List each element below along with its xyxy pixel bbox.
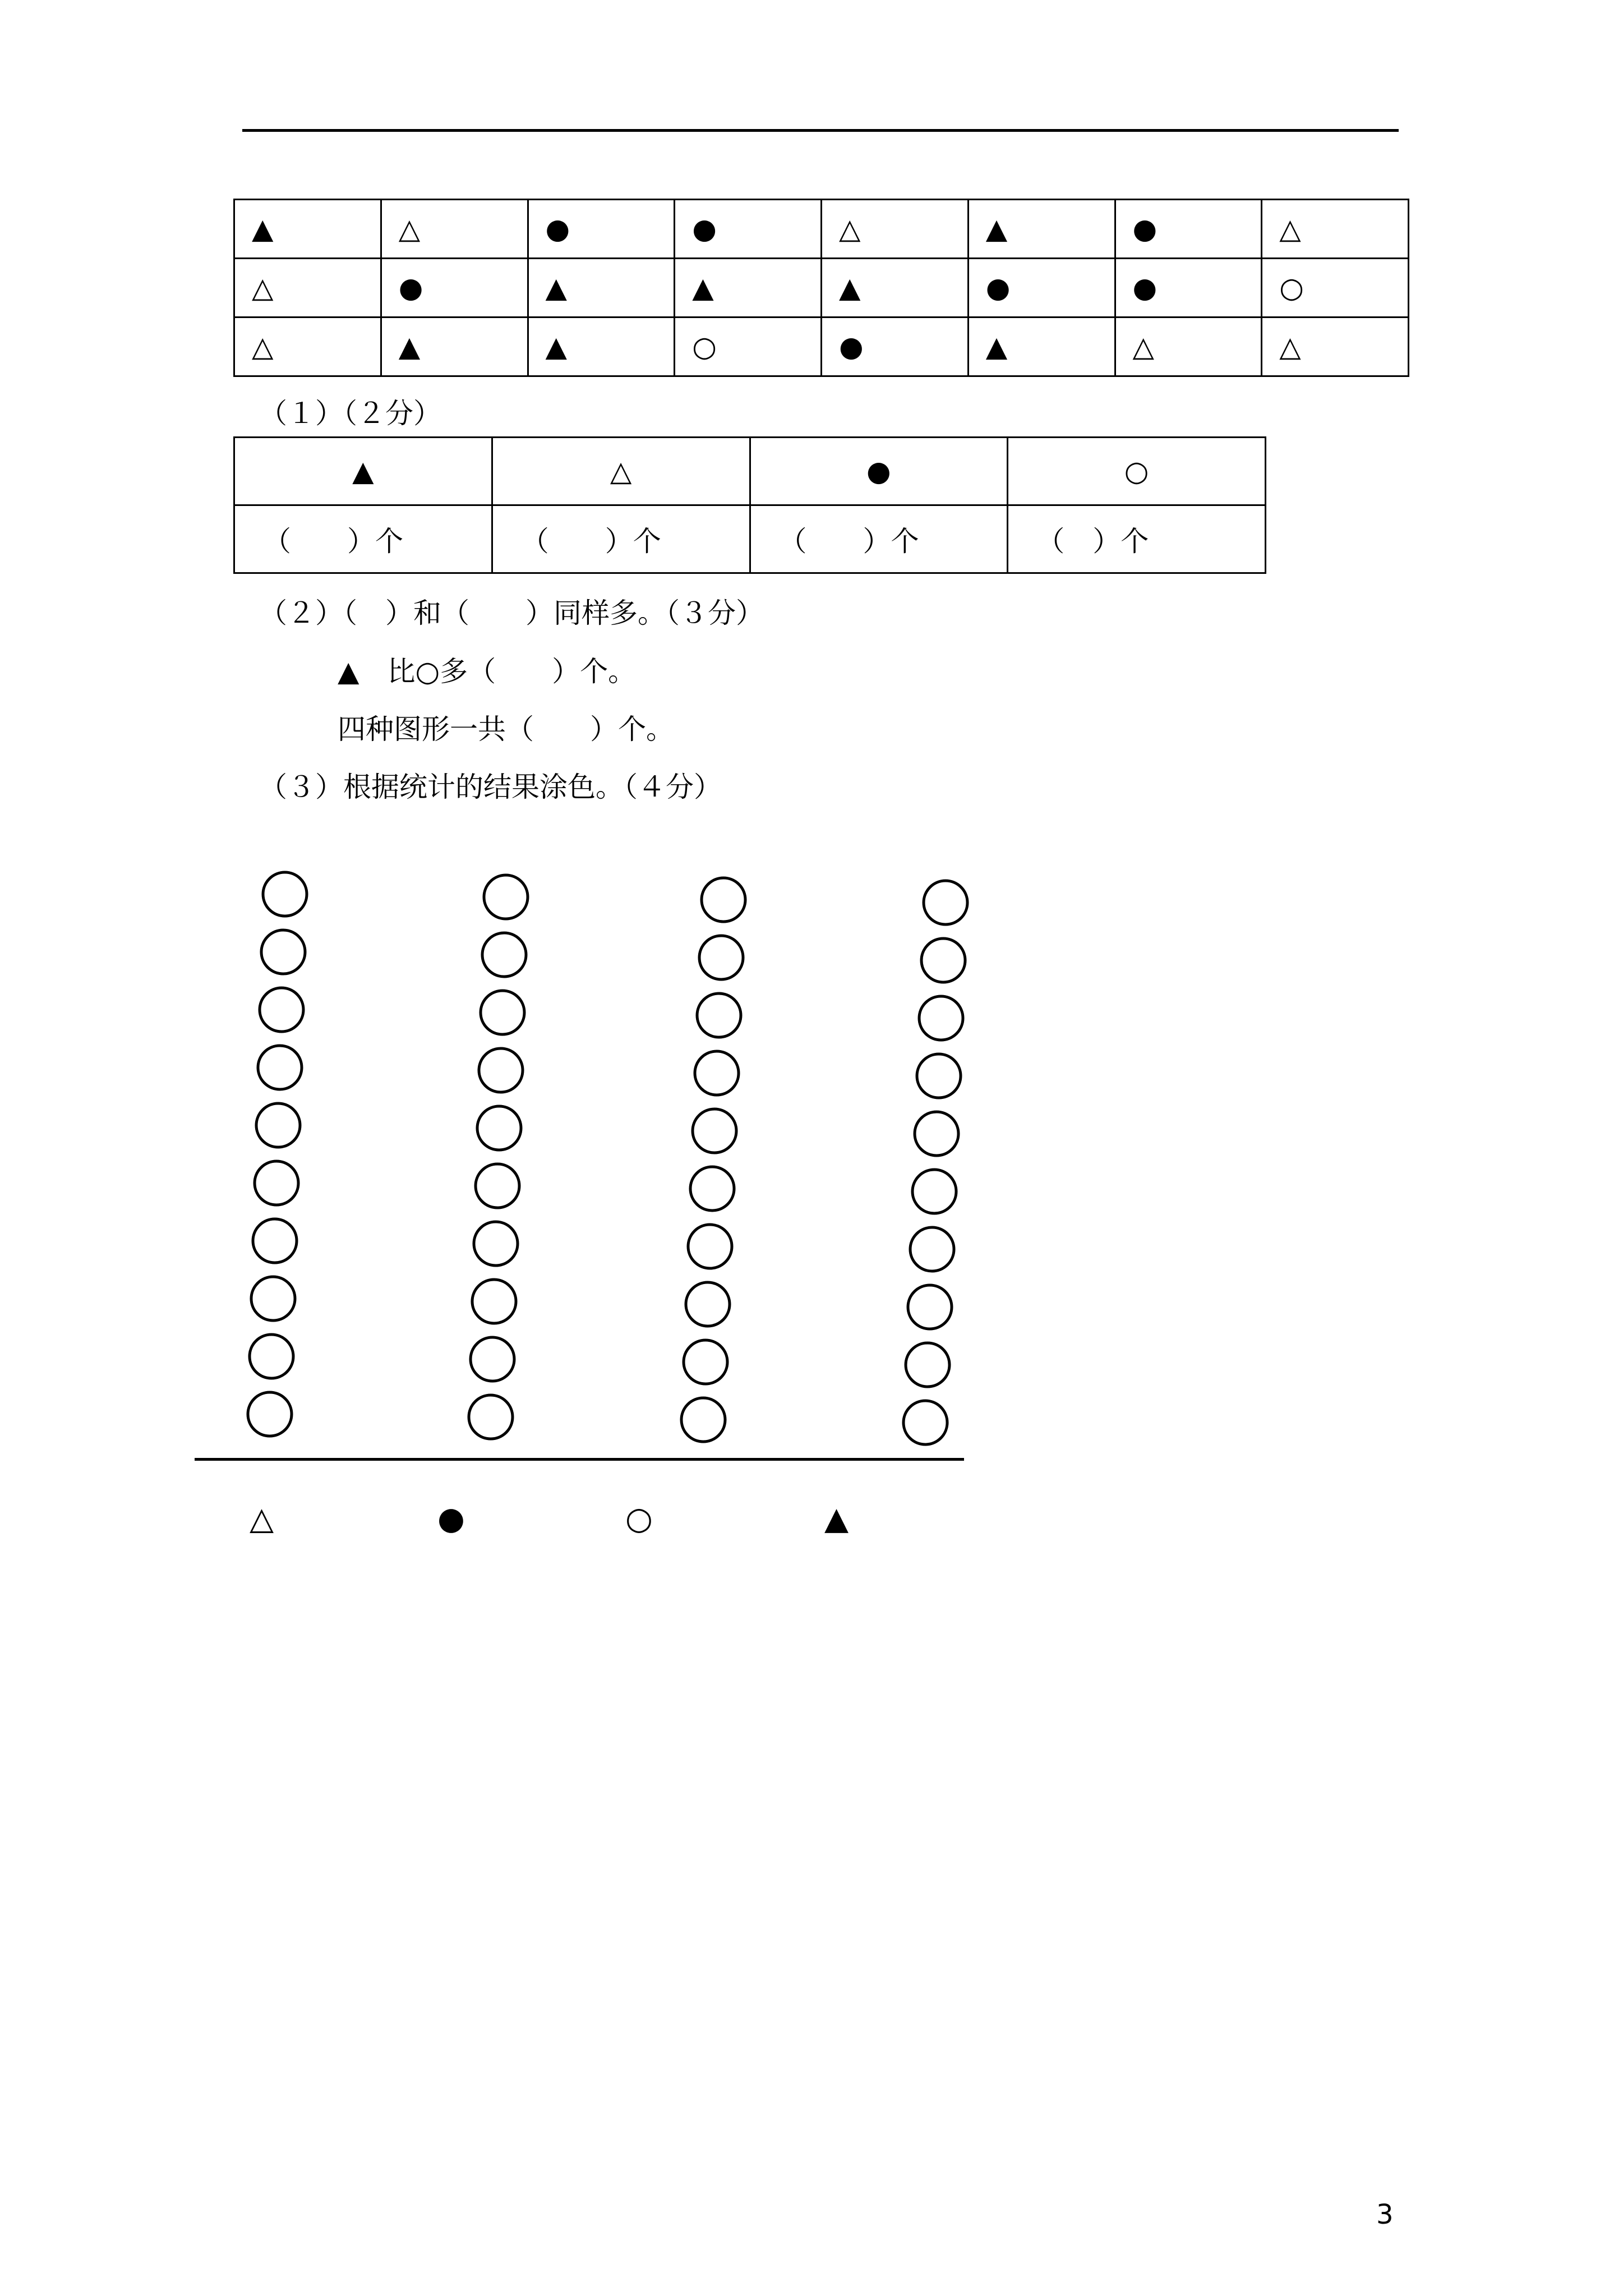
shape-grid-cell: ▲ xyxy=(675,259,822,318)
shape-grid-cell: △ xyxy=(381,200,528,259)
coloring-bubble[interactable] xyxy=(686,1282,730,1326)
coloring-bubble[interactable] xyxy=(681,1398,725,1442)
coloring-bubble[interactable] xyxy=(917,1054,961,1098)
coloring-bubble[interactable] xyxy=(471,1337,514,1381)
question-2-line-3: 四种图形一共（ ）个。 xyxy=(338,713,674,746)
question-2-line-1: （２）（ ）和（ ）同样多。（３分） xyxy=(259,597,764,629)
coloring-bubble[interactable] xyxy=(472,1280,516,1323)
coloring-bubble[interactable] xyxy=(474,1222,518,1266)
legend-hollow-circle: ○ xyxy=(625,1501,653,1537)
count-symbol-hollow-circle: ○ xyxy=(1008,438,1266,505)
count-symbol-hollow-triangle: △ xyxy=(492,438,750,505)
question-3-label: （３）根据统计的结果涂色。（４分） xyxy=(259,771,722,803)
count-symbol-filled-circle: ● xyxy=(750,438,1008,505)
bubble-chart-baseline xyxy=(195,1458,964,1461)
coloring-bubble[interactable] xyxy=(484,875,528,919)
coloring-bubble[interactable] xyxy=(261,930,305,974)
coloring-bubble[interactable] xyxy=(903,1401,947,1444)
shape-grid-cell: ● xyxy=(822,318,969,376)
shape-grid-cell: ▲ xyxy=(822,259,969,318)
count-answer-filled-triangle[interactable]: （ ）个 xyxy=(234,505,492,573)
count-answer-filled-circle[interactable]: （ ）个 xyxy=(750,505,1008,573)
coloring-bubble[interactable] xyxy=(912,1170,956,1213)
coloring-bubble[interactable] xyxy=(256,1103,300,1147)
coloring-bubble[interactable] xyxy=(263,872,307,916)
question-2-line-2: ▲ 比○多（ ）个。 xyxy=(338,655,637,688)
coloring-bubble[interactable] xyxy=(476,1164,519,1208)
count-answer-hollow-triangle[interactable]: （ ）个 xyxy=(492,505,750,573)
legend-filled-triangle: ▲ xyxy=(824,1501,849,1537)
shape-grid-cell: △ xyxy=(234,318,381,376)
shape-grid-cell: ▲ xyxy=(968,318,1115,376)
coloring-bubble[interactable] xyxy=(924,881,967,924)
coloring-bubble[interactable] xyxy=(910,1227,954,1271)
coloring-bubble[interactable] xyxy=(477,1106,521,1150)
coloring-bubble[interactable] xyxy=(258,1046,302,1089)
coloring-bubble[interactable] xyxy=(688,1225,732,1268)
coloring-bubble[interactable] xyxy=(684,1340,727,1384)
shape-grid-cell: ● xyxy=(968,259,1115,318)
shape-grid-cell: ▲ xyxy=(528,259,675,318)
coloring-bubble[interactable] xyxy=(469,1395,513,1439)
coloring-bubble[interactable] xyxy=(921,938,965,982)
page-number: 3 xyxy=(1376,2199,1394,2230)
shape-grid-cell: △ xyxy=(1115,318,1262,376)
coloring-bubble[interactable] xyxy=(693,1109,736,1153)
coloring-bubble[interactable] xyxy=(253,1219,297,1263)
coloring-bubble[interactable] xyxy=(697,993,741,1037)
shape-grid-cell: △ xyxy=(1262,318,1409,376)
shape-grid-cell: ● xyxy=(1115,200,1262,259)
coloring-bubble[interactable] xyxy=(908,1285,952,1329)
coloring-bubble[interactable] xyxy=(250,1335,293,1378)
shape-grid-cell: ● xyxy=(528,200,675,259)
coloring-bubble[interactable] xyxy=(919,996,963,1040)
coloring-bubble[interactable] xyxy=(251,1277,295,1320)
shape-grid-cell: △ xyxy=(1262,200,1409,259)
coloring-bubble[interactable] xyxy=(255,1161,298,1205)
coloring-bubble[interactable] xyxy=(690,1167,734,1211)
coloring-bubble[interactable] xyxy=(695,1051,739,1095)
coloring-bubble[interactable] xyxy=(906,1343,949,1387)
shape-grid-cell: ● xyxy=(1115,259,1262,318)
legend-hollow-triangle: △ xyxy=(250,1501,274,1537)
shape-grid-cell: ▲ xyxy=(234,200,381,259)
legend-filled-circle: ● xyxy=(437,1501,465,1537)
shape-grid-cell: ▲ xyxy=(528,318,675,376)
shape-grid-cell: ● xyxy=(675,200,822,259)
shape-grid-cell: ● xyxy=(381,259,528,318)
shape-grid-cell: ▲ xyxy=(968,200,1115,259)
count-answer-hollow-circle[interactable]: （ ）个 xyxy=(1008,505,1266,573)
coloring-bubble[interactable] xyxy=(915,1112,958,1156)
coloring-bubble[interactable] xyxy=(260,988,303,1032)
shape-grid-cell: ○ xyxy=(675,318,822,376)
coloring-bubble[interactable] xyxy=(248,1392,292,1436)
count-symbol-filled-triangle: ▲ xyxy=(234,438,492,505)
question-1-label: （１）（２分） xyxy=(259,397,441,430)
coloring-bubble[interactable] xyxy=(479,1048,523,1092)
shape-grid-cell: △ xyxy=(822,200,969,259)
shape-grid-cell: ○ xyxy=(1262,259,1409,318)
coloring-bubble[interactable] xyxy=(482,933,526,977)
coloring-bubble[interactable] xyxy=(481,991,524,1034)
coloring-bubble[interactable] xyxy=(699,936,743,979)
coloring-bubble[interactable] xyxy=(702,878,745,922)
shape-grid-cell: ▲ xyxy=(381,318,528,376)
shape-grid-cell: △ xyxy=(234,259,381,318)
